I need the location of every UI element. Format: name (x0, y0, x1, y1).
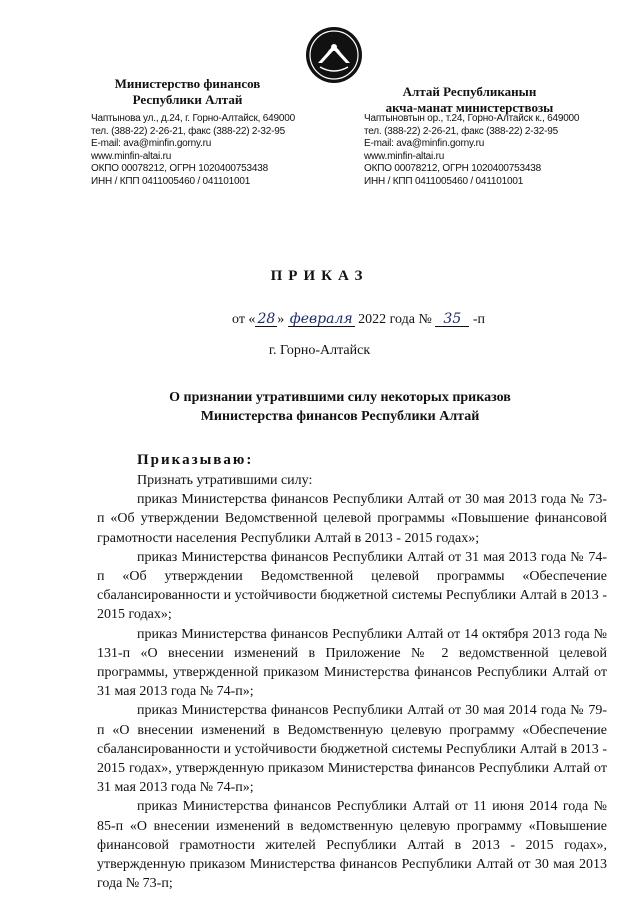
okpo: ОКПО 00078212, ОГРН 1020400753438 (91, 163, 268, 175)
city: г. Горно-Алтайск (268, 343, 371, 358)
list-item: приказ Министерства финансов Республики Алтай от 11 июня 2014 года № 85-п «О внесении изменений в ведомственную целевую программу «Повышение финансовой грамотности жителей Республики Алтай в 2013 - 2015 годах», утвержденную приказом Министерства финансов Республики Алтай от 30 мая 2013 года № 73-п; (97, 799, 607, 892)
order-body (97, 471, 607, 893)
list-item: приказ Министерства финансов Республики Алтай от 30 мая 2014 года № 79-п «О внесении изменений в Ведомственную целевую программу «Обеспечение сбалансированности и устойчивости бюджетной системы Республики Алтай в 2013 - 2015 годах», утвержденную приказом Министерства финансов Республики Алтай от 31 мая 2013 года № 74-п»; (97, 703, 607, 796)
document-title-line2: Министерства финансов Республики Алтай (200, 409, 480, 424)
order-number: 35 (435, 312, 469, 327)
list-item: приказ Министерства финансов Республики Алтай от 30 мая 2013 года № 73-п «Об утверждении Ведомственной целевой программы «Повышение финансовой грамотности населения Республики Алтай в 2013 - 2015 годах»; (97, 492, 607, 546)
email: E-mail: ava@minfin.gorny.ru (364, 138, 485, 150)
document-title (160, 388, 520, 426)
email: E-mail: ava@minfin.gorny.ru (91, 138, 212, 150)
website: www.minfin-altai.ru (364, 150, 445, 162)
ministry-title-ru-line2: Республики Алтай (132, 92, 243, 107)
ministry-title-ru (85, 76, 290, 108)
ministry-title-ru-line1: Министерство финансов (114, 76, 261, 91)
phone: тел. (388-22) 2-26-21, факс (388-22) 2-32-95 (364, 125, 558, 137)
order-day: 28 (257, 311, 276, 327)
order-word: Приказываю: (137, 452, 254, 468)
date-mid: » (277, 312, 285, 327)
list-item: приказ Министерства финансов Республики Алтай от 31 мая 2013 года № 74-п «Об утверждении Ведомственной целевой программы «Обеспечение сбалансированности и устойчивости бюджетной системы Республики Алтай в 2013 - 2015 годах»; (97, 549, 607, 623)
order-title: ПРИКАЗ (270, 268, 369, 284)
list-item: приказ Министерства финансов Республики Алтай от 14 октября 2013 года № 131-п «О внесении изменений в Приложение № 2 ведомственной целевой программы, утвержденной приказом Министерства финансов Республики Алтай от 31 мая 2013 года № 74-п»; (97, 626, 607, 700)
body-intro: Признать утратившими силу: (137, 473, 313, 488)
website: www.minfin-altai.ru (91, 150, 172, 162)
order-date-line (232, 312, 485, 328)
order-year: 2022 года № (358, 312, 432, 327)
okpo: ОКПО 00078212, ОГРН 1020400753438 (364, 163, 541, 175)
ministry-contacts-ru (91, 113, 295, 189)
address: Чаптынова ул., д.24, г. Горно-Алтайск, 649000 (91, 113, 295, 124)
ministry-title-alt-line1: Алтай Республиканын (402, 84, 537, 99)
order-number-suffix: -п (472, 312, 485, 327)
order-month: февраля (289, 311, 353, 327)
date-prefix: от « (232, 312, 256, 327)
ministry-title-alt (352, 84, 587, 116)
inn: ИНН / КПП 0411005460 / 041101001 (364, 175, 524, 187)
inn: ИНН / КПП 0411005460 / 041101001 (91, 175, 251, 187)
republic-emblem-icon (304, 25, 364, 85)
ministry-contacts-alt (364, 113, 579, 189)
document-title-line1: О признании утратившими силу некоторых приказов (169, 390, 511, 405)
ministry-title-alt-line2: акча-манат министерствозы (385, 100, 554, 115)
address: Чаптыновтын ор., т.24, Горно-Алтайск к., 649000 (364, 113, 580, 124)
phone: тел. (388-22) 2-26-21, факс (388-22) 2-32-95 (91, 125, 285, 137)
